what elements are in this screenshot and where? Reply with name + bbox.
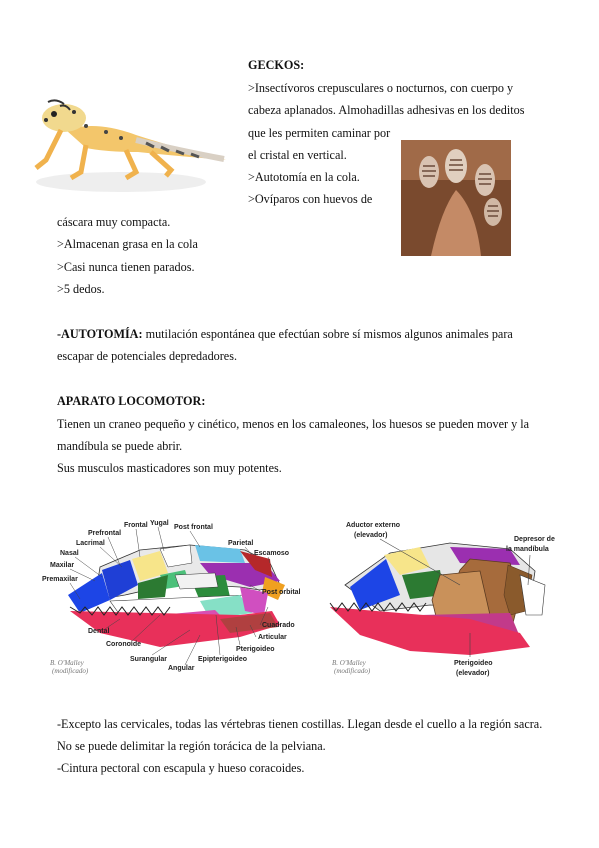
label-mandibula: la mandíbula [506, 546, 549, 553]
gecko-line-10: >5 dedos. [57, 282, 105, 296]
leopard-gecko-image [26, 90, 230, 200]
gecko-line-4: el cristal en vertical. [248, 148, 347, 162]
label-depresor: Depresor de [514, 536, 555, 543]
label-articular: Articular [258, 634, 287, 641]
gecko-line-1: >Insectívoros crepusculares o nocturnos, con cuerpo y [248, 81, 514, 95]
label-surangular: Surangular [130, 656, 167, 663]
label-nasal: Nasal [60, 550, 79, 557]
label-aductor-elevador: (elevador) [354, 532, 388, 539]
label-cuadrado: Cuadrado [262, 622, 295, 629]
label-maxilar: Maxilar [50, 562, 75, 569]
credit-name: B. O'Malley [50, 659, 84, 667]
label-yugal: Yugal [150, 520, 169, 527]
gecko-line-8: >Almacenan grasa en la cola [57, 237, 198, 251]
skull-muscles-diagram [320, 515, 565, 680]
credit-note: (modificado) [52, 667, 89, 675]
gecko-line-2: cabeza aplanados. Almohadillas adhesivas en los deditos [248, 103, 525, 117]
label-parietal: Parietal [228, 540, 254, 547]
label-pterigoideo: Pterigoideo [236, 646, 275, 653]
aparato-line-2: mandíbula se puede abrir. [57, 439, 183, 453]
label-pterigoideo-elevador: (elevador) [456, 670, 490, 677]
gecko-foot-image [401, 140, 511, 256]
label-post-frontal: Post frontal [174, 524, 213, 531]
bottom-line-3: -Cintura pectoral con escapula y hueso coracoides. [57, 761, 305, 775]
label-aductor-externo: Aductor externo [346, 522, 401, 529]
gecko-line-3: que les permiten caminar por [248, 126, 391, 140]
credit-name-muscles: B. O'Malley [332, 659, 366, 667]
gecko-line-7: cáscara muy compacta. [57, 215, 171, 229]
autotomia-line-2: escapar de potenciales depredadores. [57, 349, 238, 363]
label-angular: Angular [168, 665, 195, 672]
label-frontal: Frontal [124, 522, 148, 529]
label-post-orbital: Post orbital [262, 589, 301, 596]
gecko-line-5: >Autotomía en la cola. [248, 170, 360, 184]
credit-note-muscles: (modificado) [334, 667, 371, 675]
gecko-heading: GECKOS: [248, 58, 305, 72]
aparato-line-3: Sus musculos masticadores son muy potentes. [57, 461, 282, 475]
bottom-line-2: No se puede delimitar la región torácica de la pelviana. [57, 739, 326, 753]
label-epipterigoideo: Epipterigoideo [198, 656, 247, 663]
aparato-heading: APARATO LOCOMOTOR: [57, 394, 206, 408]
gecko-line-6: >Ovíparos con huevos de [248, 192, 373, 206]
gecko-line-9: >Casi nunca tienen parados. [57, 260, 195, 274]
label-coronoide: Coronoide [106, 641, 141, 648]
label-lacrimal: Lacrimal [76, 540, 105, 547]
autotomia-paragraph [57, 327, 513, 341]
label-pterigoideo-muscle: Pterigoideo [454, 660, 493, 667]
autotomia-definition: mutilación espontánea que efectúan sobre sí mismos algunos animales para [142, 327, 513, 341]
bottom-line-1: -Excepto las cervicales, todas las vértebras tienen costillas. Llegan desde el cuello a la región sacra. [57, 717, 543, 731]
label-premaxilar: Premaxilar [42, 576, 78, 583]
autotomia-term: -AUTOTOMÍA: [57, 327, 143, 341]
skull-bones-diagram [40, 515, 305, 680]
label-escamoso: Escamoso [254, 550, 290, 557]
label-prefrontal: Prefrontal [88, 530, 122, 537]
label-dental: Dental [88, 628, 110, 635]
aparato-line-1: Tienen un craneo pequeño y cinético, menos en los camaleones, los huesos se pueden mover y la [57, 417, 530, 431]
